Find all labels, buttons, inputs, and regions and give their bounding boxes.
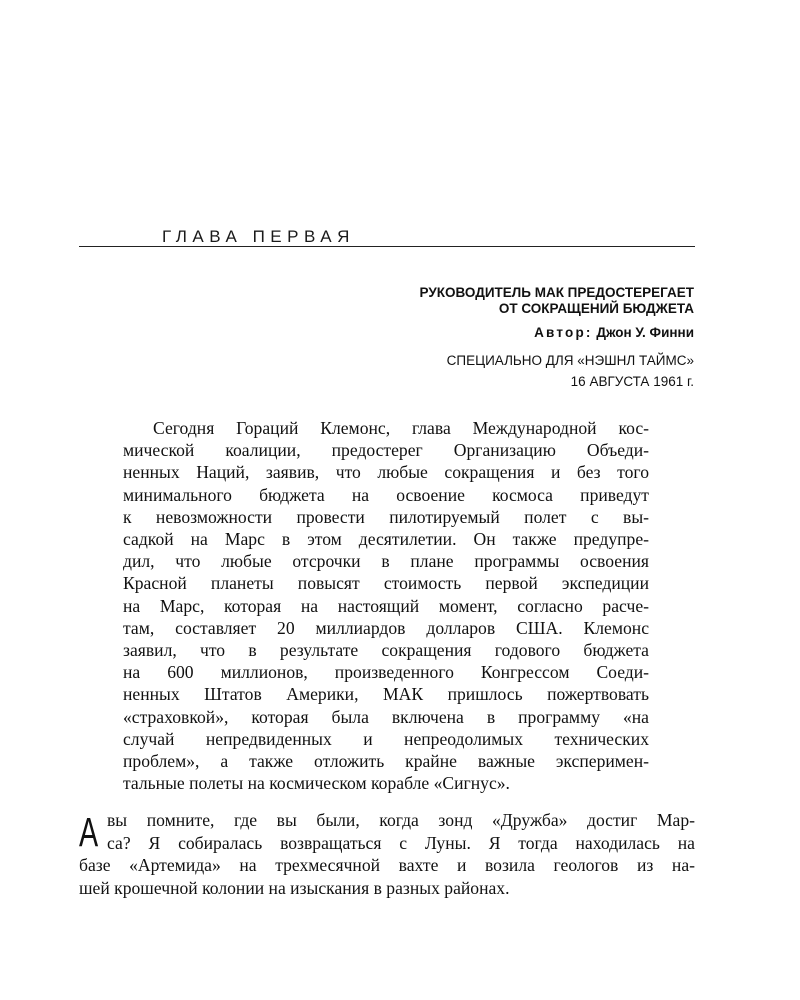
news-headline bbox=[420, 285, 695, 317]
date-line: 16 АВГУСТА 1961 г. bbox=[570, 374, 694, 389]
article-line: заявил, что в результате сокращения годового бюджета bbox=[123, 640, 649, 661]
narrative-line: базе «Артемида» на трехмесячной вахте и возила геологов из на- bbox=[79, 855, 695, 875]
narrative-line: са? Я собиралась возвращаться с Луны. Я тогда находилась на bbox=[107, 832, 695, 853]
article-line: Красной планеты повысят стоимость первой экспедиции bbox=[123, 573, 649, 594]
article-line: Сегодня Гораций Клемонс, глава Международной кос- bbox=[153, 418, 649, 438]
article-line: «страховкой», которая была включена в программу «на bbox=[123, 706, 649, 727]
headline-line: РУКОВОДИТЕЛЬ МАК ПРЕДОСТЕРЕГАЕТ bbox=[419, 285, 694, 300]
article-line: случай непредвиденных и непреодолимых технических bbox=[123, 728, 649, 749]
byline bbox=[534, 325, 694, 341]
drop-cap: А bbox=[79, 809, 99, 855]
article-line: ненных Штатов Америки, МАК пришлось пожертвовать bbox=[123, 684, 649, 705]
chapter-title: ГЛАВА ПЕРВАЯ bbox=[162, 227, 355, 246]
byline-label: Автор: bbox=[534, 325, 593, 340]
article-line: на Марс, которая на настоящий момент, согласно расче- bbox=[123, 595, 649, 616]
article-line: мической коалиции, предостерег Организацию Объеди- bbox=[123, 440, 649, 461]
article-line: тальные полеты на космическом корабле «Сигнус». bbox=[123, 773, 510, 794]
byline-name: Джон У. Финни bbox=[592, 325, 694, 340]
narrative-line: шей крошечной колонии на изыскания в разных районах. bbox=[79, 877, 510, 898]
article-line: садкой на Марс в этом десятилетии. Он также предупре- bbox=[123, 529, 649, 550]
article-line: ненных Наций, заявив, что любые сокращения и без того bbox=[123, 462, 649, 483]
article-line: к невозможности провести пилотируемый полет с вы- bbox=[123, 506, 649, 527]
dateline bbox=[447, 350, 694, 392]
headline-line: ОТ СОКРАЩЕНИЙ БЮДЖЕТА bbox=[498, 301, 694, 316]
source-line: СПЕЦИАЛЬНО ДЛЯ «НЭШНЛ ТАЙМС» bbox=[446, 353, 694, 368]
narrative-line: вы помните, где вы были, когда зонд «Дружба» достиг Мар- bbox=[107, 810, 695, 830]
article-line: там, составляет 20 миллиардов долларов США. Клемонс bbox=[123, 617, 649, 638]
chapter-heading bbox=[79, 228, 695, 247]
news-article bbox=[123, 417, 649, 794]
article-line: на 600 миллионов, произведенного Конгрессом Соеди- bbox=[123, 662, 649, 683]
article-line: минимального бюджета на освоение космоса приведут bbox=[123, 484, 649, 505]
narrative-paragraph bbox=[79, 809, 695, 899]
article-line: проблем», а также отложить крайне важные эксперимен- bbox=[123, 751, 649, 772]
article-line: дил, что любые отсрочки в плане программы освоения bbox=[123, 551, 649, 572]
